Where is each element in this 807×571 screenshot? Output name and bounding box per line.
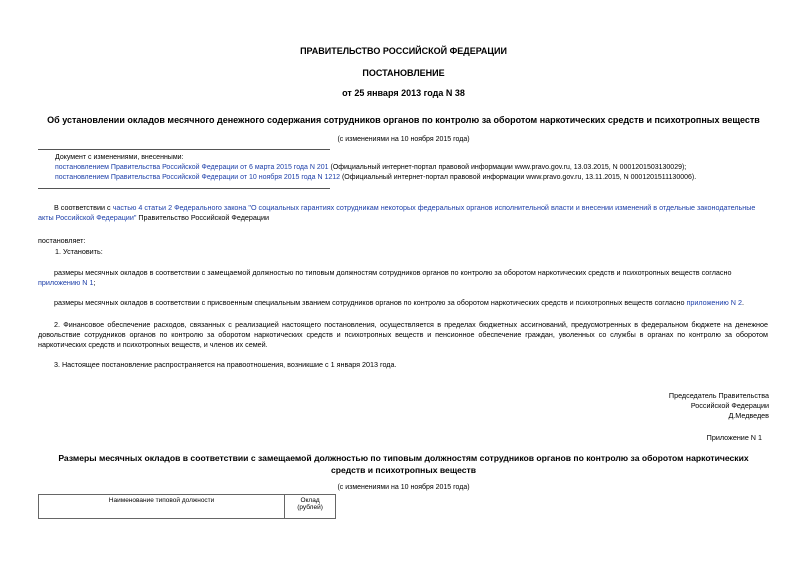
document-title: Об установлении окладов месячного денежного содержания сотрудников органов по контролю за оборотом наркотических средств и психотропных веществ	[47, 115, 760, 125]
changes-item-1	[55, 163, 775, 173]
appendix-1-link[interactable]: приложению N 1	[38, 278, 94, 287]
paragraph-2: 2. Финансовое обеспечение расходов, связанных с реализацией настоящего постановления, осуществляется в пределах бюджетных ассигнований, предусмотренных в федеральном бюджете на денежное довольствие сотрудников органов по контролю за оборотом наркотических средств и психотропных веществ и пенсионное обеспечение граждан, уволенных со службы в органах по контролю за оборотом наркотических средств и психотропных веществ, и членов их семей.	[38, 320, 768, 349]
federal-law-link[interactable]: частью 4 статьи 2 Федерального закона "О социальных гарантиях сотрудникам некоторых федеральных органов исполнительной власти и внесении изменений в отдельные законодательные акты Российской Федерации"	[38, 203, 756, 222]
signature-position: Председатель Правительства	[668, 391, 769, 400]
changes-item-1-source: (Официальный интернет-портал правовой информации www.pravo.gov.ru, 13.03.2015, N 0001201503130029);	[328, 164, 687, 171]
preamble-end: Правительство Российской Федерации	[136, 213, 270, 222]
table-header-salary: Оклад (рублей)	[285, 495, 336, 519]
changes-bottom-rule	[38, 188, 330, 189]
table-header-position: Наименование типовой должности	[39, 495, 285, 519]
decides-label: постановляет:	[38, 236, 86, 245]
changes-link-1[interactable]: постановлением Правительства Российской Федерации от 6 марта 2015 года N 201	[55, 164, 329, 171]
paragraph-1: 1. Установить:	[55, 247, 103, 256]
changes-intro: Документ с изменениями, внесенными:	[55, 154, 184, 161]
changes-block	[55, 153, 775, 183]
paragraph-1a-text: размеры месячных окладов в соответствии с замещаемой должностью по типовым должностям сотрудников органов по контролю за оборотом наркотических средств и психотропных веществ согласно	[54, 268, 732, 277]
changes-item-2	[55, 173, 775, 183]
changes-note: (с изменениями на 10 ноября 2015 года)	[337, 136, 470, 143]
government-heading: ПРАВИТЕЛЬСТВО РОССИЙСКОЙ ФЕДЕРАЦИИ	[300, 46, 507, 56]
document-date: от 25 января 2013 года N 38	[342, 88, 465, 98]
paragraph-1b-text: размеры месячных окладов в соответствии с присвоенным специальным званием сотрудников органов по контролю за оборотом наркотических средств и психотропных веществ согласно	[54, 298, 687, 307]
paragraph-3: 3. Настоящее постановление распространяется на правоотношения, возникшие с 1 января 2013 года.	[54, 360, 397, 369]
appendix-title: Размеры месячных окладов в соответствии с замещаемой должностью по типовым должностям сотрудников органов по контролю за оборотом наркотических средств и психотропных веществ	[58, 453, 749, 475]
paragraph-1a-end: ;	[93, 278, 96, 287]
signature-name: Д.Медведев	[728, 411, 769, 420]
preamble	[38, 203, 768, 223]
appendix-label: Приложение N 1	[706, 433, 762, 442]
table-header-row	[39, 495, 336, 519]
paragraph-1b-end: .	[741, 298, 744, 307]
changes-link-2[interactable]: постановлением Правительства Российской Федерации от 10 ноября 2015 года N 1212	[55, 174, 341, 181]
changes-item-2-source: (Официальный интернет-портал правовой информации www.pravo.gov.ru, 13.11.2015, N 0001201511130006).	[340, 174, 697, 181]
signature-country: Российской Федерации	[690, 401, 769, 410]
appendix-changes-note: (с изменениями на 10 ноября 2015 года)	[337, 484, 470, 491]
signature-block	[669, 391, 769, 421]
paragraph-1a	[38, 268, 768, 288]
salary-table	[38, 494, 336, 519]
paragraph-1b	[38, 298, 768, 308]
appendix-2-link[interactable]: приложению N 2	[686, 298, 742, 307]
document-type: ПОСТАНОВЛЕНИЕ	[362, 68, 445, 78]
changes-top-rule	[38, 149, 330, 150]
preamble-start: В соответствии с	[54, 203, 113, 212]
